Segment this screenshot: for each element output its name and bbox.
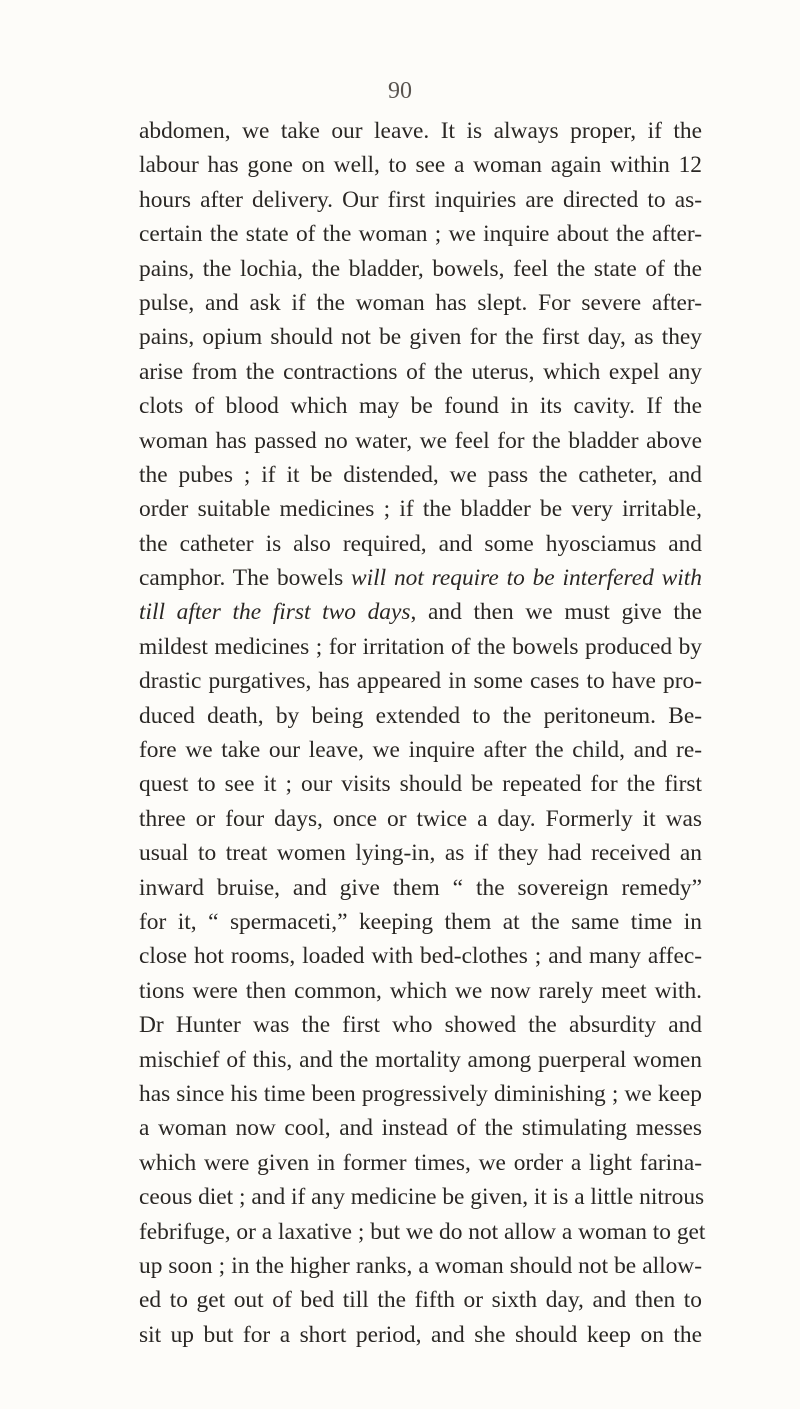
text-line: arise from the contractions of the uterus, which expel any	[139, 358, 702, 385]
text-line: up soon ; in the higher ranks, a woman should not be allow-	[139, 1252, 702, 1279]
text-line: the catheter is also required, and some hyosciamus and	[139, 530, 702, 557]
text-line: pulse, and ask if the woman has slept. For severe after-	[139, 289, 702, 316]
text-line: a woman now cool, and instead of the stimulating messes	[139, 1115, 702, 1142]
italic-segment: will not require to be interfered with	[351, 565, 702, 592]
text-line: hours after delivery. Our first inquiries are directed to as-	[139, 186, 702, 213]
text-line: pains, the lochia, the bladder, bowels, feel the state of the	[139, 255, 702, 282]
text-line: quest to see it ; our visits should be repeated for the first	[139, 771, 702, 798]
text-line: inward bruise, and give them “ the sovereign remedy”	[139, 874, 702, 901]
text-line: ceous diet ; and if any medicine be given, it is a little nitrous	[139, 1184, 705, 1211]
text-line: ed to get out of bed till the fifth or sixth day, and then to	[139, 1287, 702, 1314]
text-line: abdomen, we take our leave. It is always proper, if the	[139, 118, 702, 144]
text-segment: camphor. The bowels	[139, 565, 352, 592]
text-line: has since his time been progressively diminishing ; we keep	[139, 1080, 702, 1107]
text-line: sit up but for a short period, and she should keep on the	[139, 1321, 702, 1348]
italic-segment: till after the first two days	[139, 599, 411, 626]
text-line: mildest medicines ; for irritation of the bowels produced by	[139, 633, 702, 660]
text-line: which were given in former times, we order a light farina-	[139, 1149, 702, 1176]
text-line: woman has passed no water, we feel for the bladder above	[139, 427, 702, 454]
text-line: febrifuge, or a laxative ; but we do not allow a woman to get	[139, 1218, 706, 1245]
text-line: three or four days, once or twice a day. Formerly it was	[139, 805, 702, 832]
text-line-italic-mixed	[139, 595, 702, 629]
text-line: drastic purgatives, has appeared in some cases to have pro-	[139, 668, 702, 695]
text-line-italic-mixed	[139, 561, 702, 595]
text-line: tions were then common, which we now rarely meet with.	[139, 977, 702, 1004]
text-line: certain the state of the woman ; we inquire about the after-	[139, 221, 702, 248]
text-line: duced death, by being extended to the peritoneum. Be-	[139, 702, 702, 729]
page-number: 90	[388, 78, 412, 104]
text-line: for it, “ spermaceti,” keeping them at the same time in	[139, 908, 702, 935]
text-line: pains, opium should not be given for the first day, as they	[139, 324, 702, 351]
text-line: close hot rooms, loaded with bed-clothes ; and many affec-	[139, 943, 702, 970]
text-line: the pubes ; if it be distended, we pass the catheter, and	[139, 461, 702, 488]
text-line: labour has gone on well, to see a woman again within 12	[139, 152, 702, 179]
text-line: mischief of this, and the mortality among puerperal women	[139, 1046, 702, 1073]
text-line: usual to treat women lying-in, as if they had received an	[139, 840, 702, 867]
text-line: order suitable medicines ; if the bladder be very irritable,	[139, 496, 702, 523]
text-line: Dr Hunter was the first who showed the absurdity and	[139, 1012, 702, 1039]
text-segment: , and then we must give the	[410, 599, 703, 626]
text-line: clots of blood which may be found in its cavity. If the	[139, 393, 702, 420]
body-text	[139, 114, 706, 1352]
text-line: fore we take our leave, we inquire after the child, and re-	[139, 737, 702, 764]
